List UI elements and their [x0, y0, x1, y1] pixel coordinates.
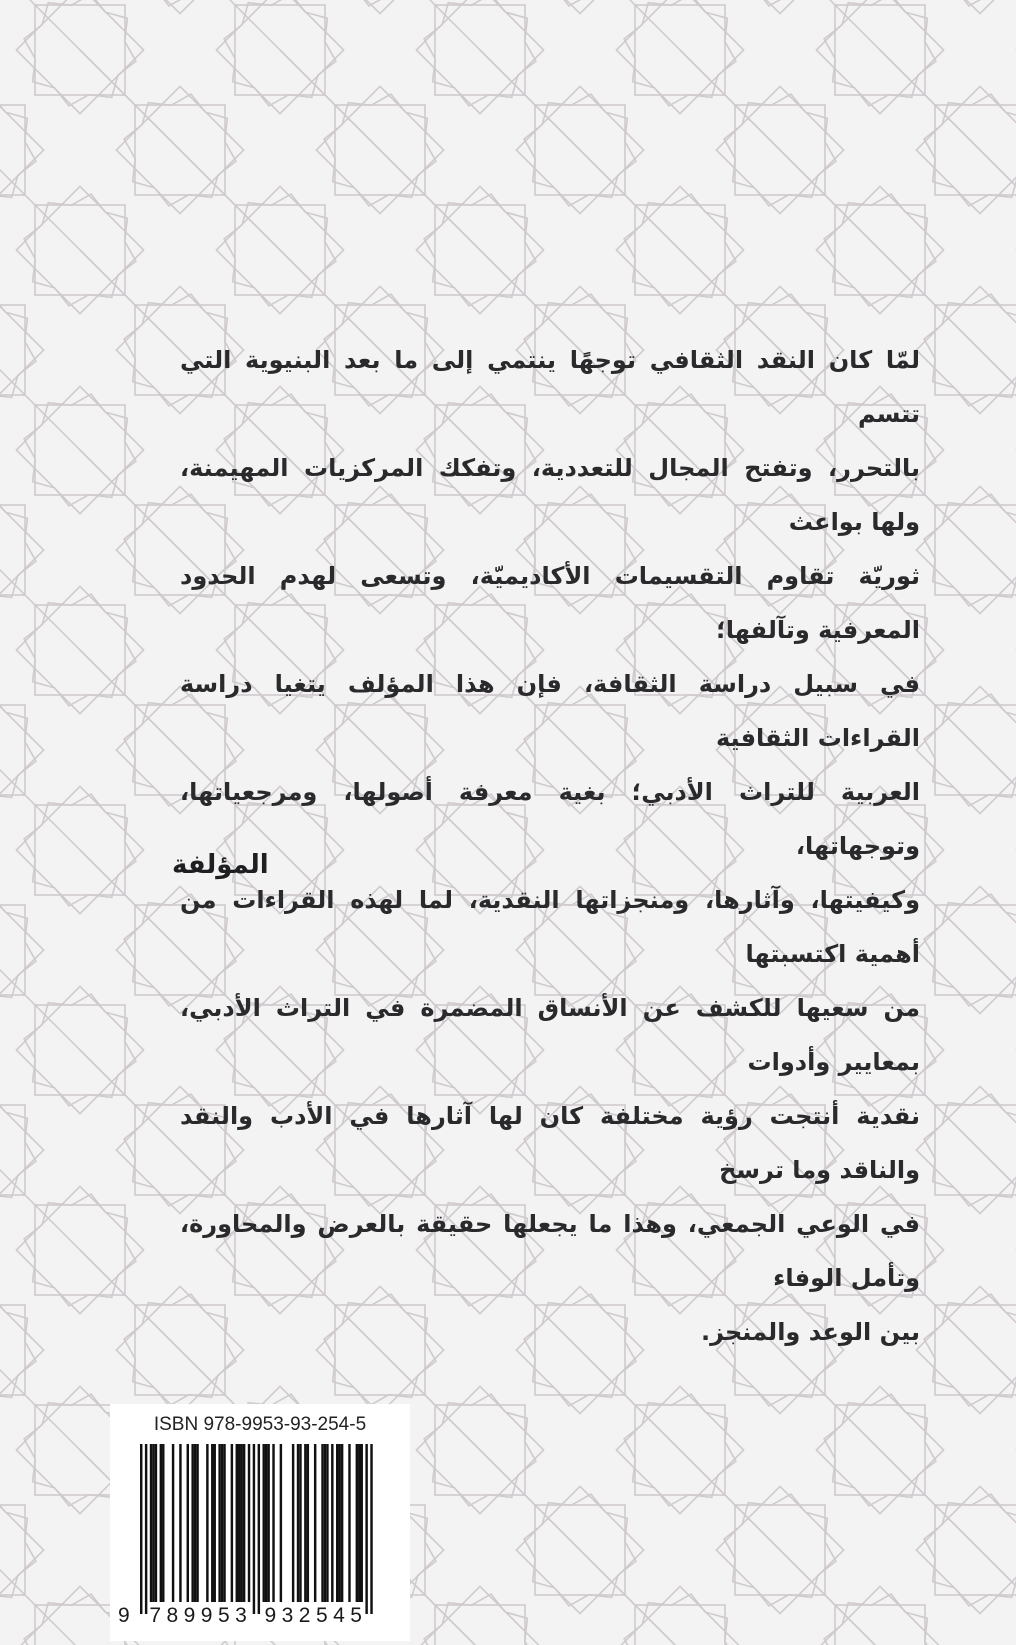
- blurb-line: لمّا كان النقد الثقافي توجهًا ينتمي إلى ما بعد البنيوية التي تتسم: [180, 346, 920, 428]
- barcode-bar: [348, 1444, 350, 1602]
- author-signature: المؤلفة: [172, 850, 269, 880]
- pattern-star: [724, 0, 836, 6]
- barcode-bar: [267, 1444, 269, 1602]
- pattern-star: [924, 694, 1016, 806]
- blurb-line: في الوعي الجمعي، وهذا ما يجعلها حقيقة بالعرض والمحاورة، وتأمل الوفاء: [180, 1210, 920, 1292]
- barcode-bar: [179, 1444, 181, 1602]
- barcode-bar: [194, 1444, 196, 1602]
- barcode-bar: [191, 1444, 193, 1602]
- barcode-bar: [280, 1444, 282, 1602]
- barcode-bar: [172, 1444, 174, 1602]
- barcode-bar: [187, 1444, 189, 1602]
- barcode-bar: [160, 1444, 162, 1602]
- barcode-bar: [140, 1444, 142, 1614]
- pattern-square: [516, 0, 643, 14]
- barcode-bar: [307, 1444, 309, 1602]
- barcode-digit: 8: [166, 1604, 179, 1627]
- pattern-star: [524, 0, 636, 6]
- pattern-star: [924, 94, 1016, 206]
- barcode-bar: [150, 1444, 152, 1602]
- blurb-line: من سعيها للكشف عن الأنساق المضمرة في التراث الأدبي، بمعايير وأدوات: [180, 994, 920, 1076]
- barcode-digit: 9: [183, 1604, 196, 1627]
- pattern-star: [924, 494, 1016, 606]
- barcode-digit: 2: [298, 1604, 311, 1627]
- blurb-line: بين الوعد والمنجز.: [700, 1318, 920, 1346]
- barcode-icon: [118, 1444, 404, 1614]
- barcode-bar: [292, 1444, 294, 1602]
- barcode-bar: [304, 1444, 306, 1602]
- barcode-bar: [221, 1444, 223, 1602]
- pattern-star: [324, 0, 436, 6]
- barcode-bar: [326, 1444, 328, 1602]
- pattern-square: [716, 0, 843, 14]
- barcode-bar: [324, 1444, 326, 1602]
- pattern-line: [80, 0, 480, 250]
- isbn-barcode-block: [110, 1404, 410, 1641]
- barcode-bar: [155, 1444, 157, 1602]
- barcode-bar: [152, 1444, 154, 1602]
- blurb-text: [180, 333, 920, 1359]
- barcode-bar: [145, 1444, 147, 1614]
- barcode-digit: 9: [264, 1604, 277, 1627]
- pattern-star: [924, 1094, 1016, 1206]
- barcode-bar: [361, 1444, 363, 1602]
- pattern-line: [680, 1450, 1016, 1645]
- barcode-bar: [297, 1444, 299, 1602]
- pattern-star: [124, 0, 236, 6]
- barcode-bar: [211, 1444, 213, 1602]
- barcode-digit: 3: [235, 1604, 247, 1627]
- barcode-bar: [341, 1444, 343, 1602]
- barcode-bar: [321, 1444, 323, 1602]
- pattern-star: [924, 1494, 1016, 1606]
- barcode-bar: [336, 1444, 338, 1602]
- barcode-bar: [243, 1444, 245, 1602]
- barcode-digit: 4: [333, 1604, 345, 1627]
- barcode-bar: [263, 1444, 265, 1602]
- pattern-line: [480, 1450, 880, 1645]
- pattern-star: [924, 1294, 1016, 1406]
- blurb-line: ثوريّة تقاوم التقسيمات الأكاديميّة، وتسعى لهدم الحدود المعرفية وتآلفها؛: [180, 562, 920, 644]
- pattern-square: [116, 0, 243, 14]
- barcode-bar: [248, 1444, 250, 1602]
- pattern-line: [880, 0, 1016, 250]
- pattern-square: [835, 1605, 925, 1645]
- barcode-digit: 7: [149, 1604, 162, 1627]
- blurb-line: نقدية أنتجت رؤية مختلفة كان لها آثارها في الأدب والنقد والناقد وما ترسخ: [180, 1102, 920, 1184]
- pattern-star: [824, 1594, 936, 1645]
- barcode-digit: 9: [200, 1604, 213, 1627]
- blurb-line: بالتحرر، وتفتح المجال للتعددية، وتفكك المركزيات المهيمنة، ولها بواعث: [180, 454, 920, 536]
- barcode-bar: [299, 1444, 301, 1602]
- barcode-digit: 5: [315, 1604, 328, 1627]
- barcode-bar: [162, 1444, 164, 1602]
- barcode-bar: [338, 1444, 340, 1602]
- pattern-line: [480, 0, 880, 250]
- barcode-bar: [331, 1444, 333, 1602]
- barcode-bar: [358, 1444, 360, 1602]
- pattern-star: [624, 1594, 736, 1645]
- barcode-bar: [238, 1444, 240, 1602]
- barcode-bar: [265, 1444, 267, 1602]
- barcode-bar: [206, 1444, 208, 1602]
- pattern-line: [880, 1450, 1016, 1645]
- barcode-bar: [240, 1444, 242, 1602]
- pattern-star: [924, 294, 1016, 406]
- barcode-digit: 9: [118, 1604, 130, 1627]
- barcode-bar: [253, 1444, 255, 1614]
- barcode-digit: 3: [281, 1604, 294, 1627]
- barcode-bar: [231, 1444, 233, 1602]
- barcode-bar: [223, 1444, 225, 1602]
- barcode-bar: [365, 1444, 367, 1614]
- barcode-digit: 5: [350, 1604, 362, 1627]
- blurb-line: العربية للتراث الأدبي؛ بغية معرفة أصولها، ومرجعياتها، وتوجهاتها،: [180, 778, 920, 860]
- pattern-square: [316, 0, 443, 14]
- pattern-line: [280, 0, 680, 250]
- barcode-bar: [218, 1444, 220, 1602]
- pattern-square: [635, 1605, 725, 1645]
- pattern-square: [435, 1605, 525, 1645]
- isbn-label: ISBN 978-9953-93-254-5: [153, 1414, 367, 1435]
- barcode-bar: [214, 1444, 216, 1602]
- barcode-bar: [196, 1444, 198, 1602]
- pattern-star: [424, 1594, 536, 1645]
- barcode-bar: [356, 1444, 358, 1602]
- barcode-bar: [314, 1444, 316, 1602]
- blurb-line: وكيفيتها، وآثارها، ومنجزاتها النقدية، لما لهذه القراءات من أهمية اكتسبتها: [180, 886, 920, 968]
- barcode-bar: [272, 1444, 274, 1602]
- pattern-star: [924, 894, 1016, 1006]
- barcode-bar: [258, 1444, 260, 1614]
- blurb-line: في سبيل دراسة الثقافة، فإن هذا المؤلف يتغيا دراسة القراءات الثقافية: [180, 670, 920, 752]
- barcode-bar: [236, 1444, 238, 1602]
- barcode-digit: 5: [217, 1604, 230, 1627]
- barcode-bar: [370, 1444, 372, 1614]
